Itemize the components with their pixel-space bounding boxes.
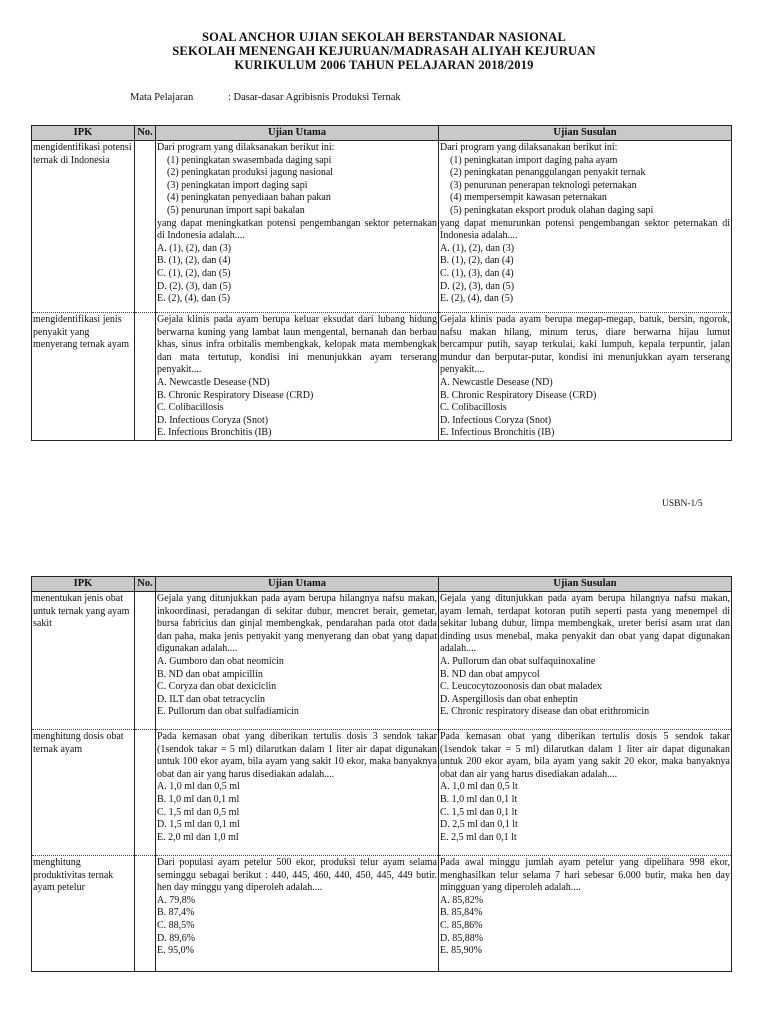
number-cell bbox=[135, 313, 156, 441]
statement-item: (5) peningkatan eksport produk olahan daging sapi bbox=[450, 204, 654, 216]
question-text: yang dapat menurunkan potensi pengembangan sektor peternakan di Indonesia adalah.... bbox=[440, 217, 730, 242]
page-number: USBN-1/5 bbox=[662, 499, 703, 509]
question-row bbox=[32, 141, 732, 313]
question-text: Gejala yang ditunjukkan pada ayam berupa hilangnya nafsu makan, ayam lemah, terdapat kotoran putih seperti pasta yang menempel di sekitar lubang dubur, limpa membengkak, ureter berisi asam urat dan dinding usus menebal, maka penyakit dan obat yang dapat digunakan adalah.... bbox=[440, 593, 730, 655]
col-header-ipk: IPK bbox=[32, 577, 135, 592]
question-row bbox=[32, 856, 732, 972]
answer-choice: C. 88,5% bbox=[157, 919, 195, 931]
question-text: yang dapat meningkatkan potensi pengembangan sektor peternakan di Indonesia adalah.... bbox=[157, 217, 437, 242]
answer-choice: B. 1,0 ml dan 0,1 lt bbox=[440, 793, 518, 805]
answer-choice: E. Infectious Bronchitis (IB) bbox=[157, 427, 272, 439]
header-title: SOAL ANCHOR UJIAN SEKOLAH BERSTANDAR NASIONAL bbox=[201, 30, 567, 44]
col-header-ipk: IPK bbox=[32, 126, 135, 141]
statement-item: (3) peningkatan import daging sapi bbox=[167, 179, 308, 191]
question-text: Pada kemasan obat yang diberikan tertulis dosis 3 sendok takar (1sendok takar = 5 ml) dilarutkan dalam 1 liter air dapat digunakan untuk 100 ekor ayam, bila ayam yang sakit 10 ekor, maka banyaknya obat dan air yang harus disediakan adalah.... bbox=[157, 731, 437, 780]
answer-choice: C. Coryza dan obat dexiciclin bbox=[157, 681, 277, 693]
answer-choice: D. 89,6% bbox=[157, 932, 196, 944]
answer-choice: E. (2), (4), dan (5) bbox=[440, 293, 514, 305]
answer-choice: C. Leucocytozoonosis dan obat maladex bbox=[440, 681, 602, 693]
answer-choice: A. Pullorum dan obat sulfaquinoxaline bbox=[440, 655, 596, 667]
answer-choice: D. 1,5 ml dan 0,1 ml bbox=[157, 819, 240, 831]
question-table-page-2 bbox=[31, 576, 732, 972]
question-text: Dari program yang dilaksanakan berikut ini: bbox=[157, 142, 335, 153]
question-text: Pada kemasan obat yang diberikan tertulis dosis 5 sendok takar (1sendok takar = 5 ml) dilarutkan dalam 1 liter air dapat digunakan untuk 200 ekor ayam, bila ayam yang sakit 20 ekor, maka banyaknya obat dan air yang harus disediakan adalah.... bbox=[440, 731, 730, 780]
ipk-cell: mengidentifikasi potensi ternak di Indonesia bbox=[32, 141, 135, 313]
answer-choice: B. Chronic Respiratory Disease (CRD) bbox=[440, 389, 597, 401]
subject-line bbox=[130, 92, 401, 103]
statement-item: (4) peningkatan penyediaan bahan pakan bbox=[167, 192, 331, 204]
statement-item: (1) peningkatan swasembada daging sapi bbox=[167, 154, 332, 166]
answer-choice: E. 2,5 ml dan 0,1 lt bbox=[440, 831, 517, 843]
ipk-cell: mengidentifikasi jenis penyakit yang menyerang ternak ayam bbox=[32, 313, 135, 441]
answer-choice: E. 85,90% bbox=[440, 945, 482, 957]
document-header bbox=[0, 30, 768, 72]
answer-choice: D. Infectious Coryza (Snot) bbox=[440, 414, 552, 426]
number-cell bbox=[135, 592, 156, 730]
subject-value: : Dasar-dasar Agribisnis Produksi Ternak bbox=[228, 92, 401, 103]
answer-choice: A. Newcastle Desease (ND) bbox=[157, 376, 270, 388]
statement-item: (5) penurunan import sapi bakalan bbox=[167, 204, 305, 216]
answer-choice: D. Aspergillosis dan obat enheptin bbox=[440, 693, 578, 705]
header-school: SEKOLAH MENENGAH KEJURUAN/MADRASAH ALIYAH KEJURUAN bbox=[172, 44, 596, 58]
answer-choice: A. (1), (2), dan (3) bbox=[157, 242, 232, 254]
col-header-no: No. bbox=[135, 126, 156, 141]
question-text: Dari populasi ayam petelur 500 ekor, produksi telur ayam selama seminggu sebagai berikut : 440, 445, 460, 440, 450, 445, 449 butir. hen day minggu yang diperoleh adalah.... bbox=[157, 857, 437, 894]
answer-choice: C. 1,5 ml dan 0,5 ml bbox=[157, 806, 240, 818]
col-header-utama: Ujian Utama bbox=[156, 577, 439, 592]
statement-item: (2) peningkatan penanggulangan penyakit ternak bbox=[450, 167, 646, 179]
question-utama-cell bbox=[156, 313, 439, 441]
table-header-row bbox=[32, 577, 732, 592]
answer-choice: C. 85,86% bbox=[440, 919, 483, 931]
answer-choice: E. 2,0 ml dan 1,0 ml bbox=[157, 831, 239, 843]
question-text: Gejala klinis pada ayam berupa keluar eksudat dari lubang hidung berwarna kuning yang lambat laun mengental, bernanah dan berbau khas, sinus infra orbitalis membengkak, kelopak mata membengkak dan mata tertutup, kondisi ini menunjukkan ayam terserang penyakit.... bbox=[157, 314, 437, 376]
question-row bbox=[32, 313, 732, 441]
answer-choice: E. 95,0% bbox=[157, 945, 194, 957]
answer-choice: B. ND dan obat ampicillin bbox=[157, 668, 263, 680]
question-text: Dari program yang dilaksanakan berikut ini: bbox=[440, 142, 618, 153]
answer-choice: A. 1,0 ml dan 0,5 lt bbox=[440, 781, 518, 793]
number-cell bbox=[135, 730, 156, 856]
question-susulan-cell bbox=[439, 730, 732, 856]
answer-choice: C. (1), (2), dan (5) bbox=[157, 267, 231, 279]
ipk-cell: menghitung dosis obat ternak ayam bbox=[32, 730, 135, 856]
answer-choice: E. Pullorum dan obat sulfadiamicin bbox=[157, 706, 299, 718]
col-header-utama: Ujian Utama bbox=[156, 126, 439, 141]
question-utama-cell bbox=[156, 856, 439, 972]
header-curriculum: KURIKULUM 2006 TAHUN PELAJARAN 2018/2019 bbox=[234, 58, 534, 72]
question-row bbox=[32, 592, 732, 730]
statement-item: (3) penurunan penerapan teknologi peternakan bbox=[450, 179, 637, 191]
question-row bbox=[32, 730, 732, 856]
answer-choice: A. Newcastle Desease (ND) bbox=[440, 376, 553, 388]
number-cell bbox=[135, 856, 156, 972]
question-text: Pada awal minggu jumlah ayam petelur yang dipelihara 998 ekor, menghasilkan telur selama 7 hari sebesar 6.000 butir, maka hen day mingguan yang diperoleh adalah.... bbox=[440, 857, 730, 894]
col-header-no: No. bbox=[135, 577, 156, 592]
answer-choice: D. 85,88% bbox=[440, 932, 484, 944]
col-header-susulan: Ujian Susulan bbox=[439, 126, 732, 141]
question-utama-cell bbox=[156, 141, 439, 313]
question-utama-cell bbox=[156, 592, 439, 730]
answer-choice: C. (1), (3), dan (4) bbox=[440, 267, 514, 279]
answer-choice: E. Infectious Bronchitis (IB) bbox=[440, 427, 555, 439]
answer-choice: B. 85,84% bbox=[440, 907, 483, 919]
answer-choice: B. Chronic Respiratory Disease (CRD) bbox=[157, 389, 314, 401]
col-header-susulan: Ujian Susulan bbox=[439, 577, 732, 592]
answer-choice: C. Colibacillosis bbox=[157, 402, 224, 414]
answer-choice: A. 85,82% bbox=[440, 894, 484, 906]
answer-choice: B. (1), (2), dan (4) bbox=[157, 255, 231, 267]
answer-choice: D. 2,5 ml dan 0,1 lt bbox=[440, 819, 518, 831]
ipk-cell: menentukan jenis obat untuk ternak yang ayam sakit bbox=[32, 592, 135, 730]
statement-item: (1) peningkatan import daging paha ayam bbox=[450, 154, 618, 166]
number-cell bbox=[135, 141, 156, 313]
statement-item: (2) peningkatan produksi jagung nasional bbox=[167, 167, 334, 179]
answer-choice: E. (2), (4), dan (5) bbox=[157, 293, 231, 305]
answer-choice: D. Infectious Coryza (Snot) bbox=[157, 414, 269, 426]
question-susulan-cell bbox=[439, 856, 732, 972]
question-susulan-cell bbox=[439, 592, 732, 730]
answer-choice: B. 87,4% bbox=[157, 907, 195, 919]
answer-choice: B. ND dan obat ampycol bbox=[440, 668, 540, 680]
question-table-page-1 bbox=[31, 125, 732, 441]
statement-item: (4) mempersempit kawasan peternakan bbox=[450, 192, 607, 204]
question-text: Gejala yang ditunjukkan pada ayam berupa hilangnya nafsu makan, inkoordinasi, peradangan di sekitar dubur, mencret berair, gemetar, bursa fabricius dan ginjal membengkak, pendarahan pada otot dada dan paha, maka jenis penyakit yang menyerang dan obat yang dapat digunakan adalah.... bbox=[157, 593, 437, 655]
ipk-cell: menghitung produktivitas ternak ayam petelur bbox=[32, 856, 135, 972]
answer-choice: D. (2), (3), dan (5) bbox=[157, 280, 232, 292]
answer-choice: C. 1,5 ml dan 0,1 lt bbox=[440, 806, 518, 818]
answer-choice: A. (1), (2), dan (3) bbox=[440, 242, 515, 254]
answer-choice: A. 1,0 ml dan 0,5 ml bbox=[157, 781, 240, 793]
answer-choice: E. Chronic respiratory disease dan obat erithromicin bbox=[440, 706, 650, 718]
answer-choice: A. Gumboro dan obat neomicin bbox=[157, 655, 284, 667]
answer-choice: B. 1,0 ml dan 0,1 ml bbox=[157, 793, 240, 805]
answer-choice: D. (2), (3), dan (5) bbox=[440, 280, 515, 292]
answer-choice: B. (1), (2), dan (4) bbox=[440, 255, 514, 267]
question-text: Gejala klinis pada ayam berupa megap-megap, batuk, bersin, ngorok, nafsu makan hilang, minum terus, diare berwarna hijau lumut bercampur putih, sayap terkulai, kaki lumpuh, kepala terpuntir, jalan mundur dan berputar-putar, kondisi ini menunjukkan ayam terserang penyakit.... bbox=[440, 314, 730, 376]
table-header-row bbox=[32, 126, 732, 141]
answer-choice: D. ILT dan obat tetracyclin bbox=[157, 693, 266, 705]
subject-label: Mata Pelajaran bbox=[130, 92, 194, 103]
answer-choice: A. 79,8% bbox=[157, 894, 196, 906]
answer-choice: C. Colibacillosis bbox=[440, 402, 507, 414]
question-susulan-cell bbox=[439, 141, 732, 313]
question-susulan-cell bbox=[439, 313, 732, 441]
question-utama-cell bbox=[156, 730, 439, 856]
